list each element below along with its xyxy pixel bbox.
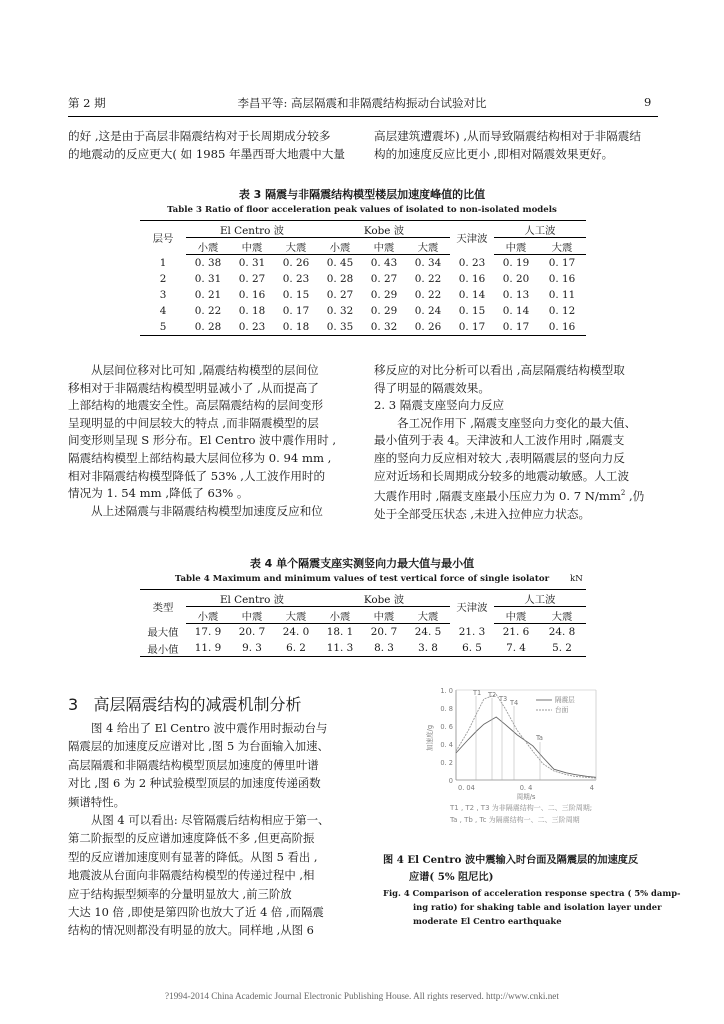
legend-isolation: 隔震层: [555, 696, 575, 704]
y-tick-label: 1. 0: [440, 687, 453, 695]
y-axis-label: 加速度/g: [426, 724, 434, 752]
series-line-shaking-table: [456, 695, 596, 779]
header-rule: [68, 116, 658, 117]
section-3-heading: 3 高层隔震结构的减震机制分析: [68, 695, 302, 714]
y-tick-label: 0. 4: [440, 741, 453, 749]
y-tick-label: 0: [448, 777, 453, 785]
table-row: 最大值 17. 9 20. 7 24. 0 18. 1 20. 7 24. 5 21. 3 21. 6 24. 8: [147, 625, 576, 640]
running-title: 李昌平等: 高层隔震和非隔震结构振动台试验对比: [237, 96, 487, 110]
peak-label: T1: [473, 689, 482, 697]
issue-label: 第 2 期: [68, 96, 106, 110]
table3-caption-en: Table 3 Ratio of floor acceleration peak values of isolated to non-isolated models: [167, 205, 557, 215]
table-row: 5 0. 28 0. 23 0. 18 0. 35 0. 32 0. 26 0. 17 0. 17 0. 16: [140, 319, 586, 336]
table4-caption-zh: 表 4 单个隔震支座实测竖向力最大值与最小值: [249, 557, 475, 570]
x-tick-label: 0. 04: [458, 784, 475, 792]
table-row: 最小值 11. 9 9. 3 6. 2 11. 3 8. 3 3. 8 6. 5 7. 4 5. 2: [140, 640, 586, 657]
y-tick-label: 0. 6: [440, 723, 453, 731]
table3-caption-zh: 表 3 隔震与非隔震结构模型楼层加速度峰值的比值: [238, 188, 486, 201]
table3-row-header: 层号: [140, 221, 186, 255]
table-row: 2 0. 31 0. 27 0. 23 0. 28 0. 27 0. 22 0. 16 0. 20 0. 16: [159, 273, 576, 285]
figure4-chart: [418, 682, 604, 822]
table-row: 3 0. 21 0. 16 0. 15 0. 27 0. 29 0. 22 0. 14 0. 13 0. 11: [159, 289, 576, 301]
y-tick-label: 0. 8: [440, 705, 453, 713]
top-left-text: 的好 ,这是由于高层非隔震结构对于长周期成分较多 的地震动的反应更大( 如 1985 年墨西哥大地震中大量: [68, 129, 345, 161]
legend-table: 台面: [555, 706, 569, 714]
bottom-left-text: 图 4 给出了 El Centro 波中震作用时振动台与 隔震层的加速度反应谱对比 ,图 5 为台面输入加速、 高层隔震和非隔震结构模型顶层加速度的傅里叶谱 对比 ,图 6 为 2 种试验模型顶层的加速度传递函数 频谱特性。 从图 4 可以看出: 尽管隔震后结构相应于第一、 第二阶振型的反应谱加速度降低不多 ,但更高阶振 型的反应谱加速度则有显著的降低。从图 5 看出 , 地震波从台面向非隔震结构模型的传递过程中 ,相 应于结构振型频率的分量明显放大 ,前三阶放 大达 10 倍 ,即使是第四阶也放大了近 4 倍 ,而隔震 结构的情况则都没有明显的放大。同样地 ,从图 6: [68, 721, 330, 938]
top-right-text: 高层建筑遭震坏) ,从而导致隔震结构相对于非隔震结 构的加速度反应比更小 ,即相对隔震效果更好。: [374, 129, 641, 161]
series-line-isolation-layer: [456, 717, 596, 777]
figure4-notes: T1 , T2 , T3 为非隔震结构一、二、三阶周期; Ta , Tb , Tc 为隔震结构一、二、三阶周期: [450, 804, 593, 824]
table4: 类型 El Centro 波 Kobe 波 天津波 人工波 小震 中震 大震 小震 中震 大震 中震 大震 最大值 17. 9 20. 7 24. 0 18. 1 20. 7 24. 5 21. 3 21. 6 24. 8 最小值 11. 9 9. 3 6. 2 11. 3 8. 3 3. 8 6. 5 7. 4 5. 2: [140, 589, 586, 657]
x-tick-label: 0. 4: [519, 784, 533, 792]
mid-right-text: 移反应的对比分析可以看出 ,高层隔震结构模型取 得了明显的隔震效果。 2. 3 隔震支座竖向力反应 各工况作用下 ,隔震支座竖向力变化的最大值、 最小值列于表 4。天津波和人工波作用时 ,隔震支 座的竖向力反应相对较大 ,表明隔震层的竖向力反 应对近场和长周期成分较多的地震动敏感。人工波 大震作用时 ,隔震支座最小压应力为 0. 7 $N/mm^2$ ,仍 处于全部受压状态 ,未进入拉伸应力状态。: [374, 363, 645, 521]
peak-label: T4: [510, 699, 519, 707]
peak-label: T3: [499, 695, 508, 703]
figure4-caption-en: Fig. 4 Comparison of acceleration response spectra ( 5% damp- ing ratio) for shaking table and isolation layer under moderate El Centro earthquake: [383, 888, 681, 926]
y-tick-labels: [440, 687, 453, 785]
table4-caption-en: Table 4 Maximum and minimum values of test vertical force of single isolator: [174, 574, 550, 584]
section-2-3-heading: 2. 3 隔震支座竖向力反应: [374, 398, 505, 413]
table-row: 1 0. 38 0. 31 0. 26 0. 45 0. 43 0. 34 0. 23 0. 19 0. 17: [159, 256, 576, 269]
table4-row-header: 类型: [140, 590, 186, 624]
figure4-caption-zh: 图 4 El Centro 波中震输入时台面及隔震层的加速度反 应谱( 5% 阻尼比): [383, 854, 639, 883]
table4-unit: kN: [570, 574, 583, 584]
y-tick-label: 0. 2: [440, 759, 453, 767]
table3: 层号 El Centro 波 Kobe 波 天津波 人工波 小震 中震 大震 小震 中震 大震 中震 大震 1 0. 38 0. 31 0. 26 0. 45 0. 43 0. 34 0. 23 0. 19 0. 17 2 0. 31 0. 27 0. 23 0. 28 0. 27 0. 22 0. 16 0. 20 0. 16 3 0. 21 0. 16 0. 15 0. 27 0. 29 0. 22 0. 14 0. 13 0. 11 4 0. 22 0. 18 0. 17 0. 32 0. 29 0. 24 0. 15 0. 14 0. 12 5 0. 28 0. 23 0. 18 0. 35 0. 32 0. 26 0. 17 0. 17 0. 16: [140, 220, 586, 336]
x-axis-label: 周期/s: [516, 793, 536, 801]
copyright-footer: ?1994-2014 China Academic Journal Electronic Publishing House. All rights reserved. http://www.cnki.net: [165, 991, 559, 1001]
x-tick-label: 4: [589, 784, 594, 792]
peak-label: Ta: [536, 734, 543, 742]
page-number: 9: [644, 95, 652, 109]
table-row: 4 0. 22 0. 18 0. 17 0. 32 0. 29 0. 24 0. 15 0. 14 0. 12: [159, 305, 576, 317]
peak-label: T2: [488, 691, 497, 699]
mid-left-text: 从层间位移对比可知 ,隔震结构模型的层间位 移相对于非隔震结构模型明显减小了 ,从而提高了 上部结构的地震安全性。高层隔震结构的层间变形 呈现明显的中间层较大的特点 ,而非隔震模型的层 间变形则呈现 S 形分布。El Centro 波中震作用时 , 隔震结构模型上部结构最大层间位移为 0. 94 mm , 相对非隔震结构模型降低了 53% ,人工波作用时的 情况为 1. 54 mm ,降低了 63% 。 从上述隔震与非隔震结构模型加速度反应和位: [68, 363, 337, 518]
